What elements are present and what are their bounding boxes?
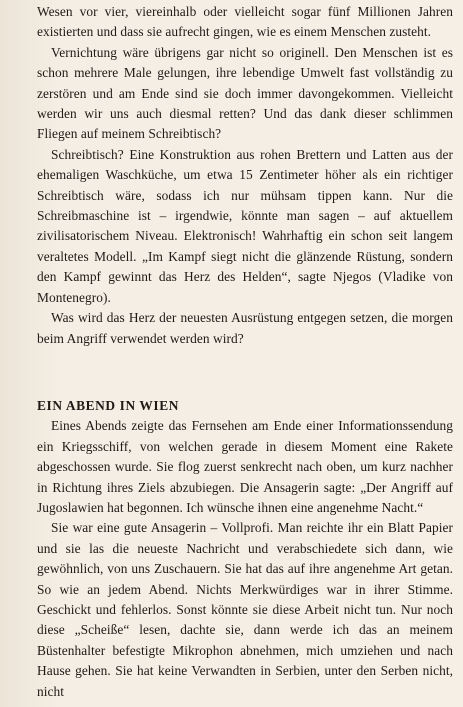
- paragraph-ansagerin: Sie war eine gute Ansagerin – Vollprofi. Man reichte ihr ein Blatt Papier und sie las die neueste Nachricht und verabschiedete sich dann, wie gewöhnlich, von uns Zuschauern. Sie hat das auf ihre angenehme Art getan. So wie an jedem Abend. Nichts Merkwürdiges war in ihrer Stimme. Geschickt und fehlerlos. Sonst könnte sie diese Arbeit nicht tun. Nur noch diese „Scheiße“ lesen, dachte sie, dann werde ich das an meinem Büstenhalter befestigte Mikrophon abnehmen, mich umziehen und nach Hause gehen. Sie hat keine Verwandten in Serbien, unter den Serben nicht, nicht: [37, 520, 453, 699]
- paragraph-fernsehen: Eines Abends zeigte das Fernsehen am Ende einer Informationssendung ein Kriegsschiff, von welchen gerade in diesem Moment eine Rakete abgeschossen wurde. Sie flog zuerst senkrecht nach oben, um kurz nachher in Richtung ihres Ziels abzubiegen. Die Ansagerin sagte: „Der Angriff auf Jugoslawien hat begonnen. Ich wünsche ihnen eine angenehme Nacht.“: [37, 418, 453, 516]
- text-block-top: [37, 2, 453, 349]
- section-heading: EIN ABEND IN WIEN: [37, 398, 180, 413]
- paragraph-schreibtisch: Schreibtisch? Eine Konstruktion aus rohen Brettern und Latten aus der ehemaligen Waschküche, um etwa 15 Zentimeter höher als ein richtiger Schreibtisch wäre, sodass ich nur mühsam tippen kann. Nur die Schreibmaschine ist – irgendwie, könnte man sagen – auf aktuellem zivilisatorischem Niveau. Elektronisch! Wahrhaftig ein schon seit langem veraltetes Modell. „Im Kampf siegt nicht die glänzende Rüstung, sondern den Kampf gewinnt das Herz des Helden“, sagte Njegos (Vladike von Montenegro).: [37, 146, 453, 305]
- paragraph-continuation: Wesen vor vier, viereinhalb oder vielleicht sogar fünf Millionen Jahren existierten und dass sie aufrecht gingen, wie es einem Menschen zusteht.: [37, 4, 453, 40]
- paragraph-herz: Was wird das Herz der neuesten Ausrüstung entgegen setzen, die morgen beim Angriff verwendet werden wird?: [37, 310, 453, 346]
- paragraph-vernichtung: Vernichtung wäre übrigens gar nicht so originell. Den Menschen ist es schon mehrere Male gelungen, ihre lebendige Umwelt fast vollständig zu zerstören und am Ende sind sie doch immer davongekommen. Vielleicht werden wir uns auch diesmal retten? Und das dank dieser schlimmen Fliegen auf meinem Schreibtisch?: [37, 44, 453, 142]
- text-block-section: [37, 396, 453, 702]
